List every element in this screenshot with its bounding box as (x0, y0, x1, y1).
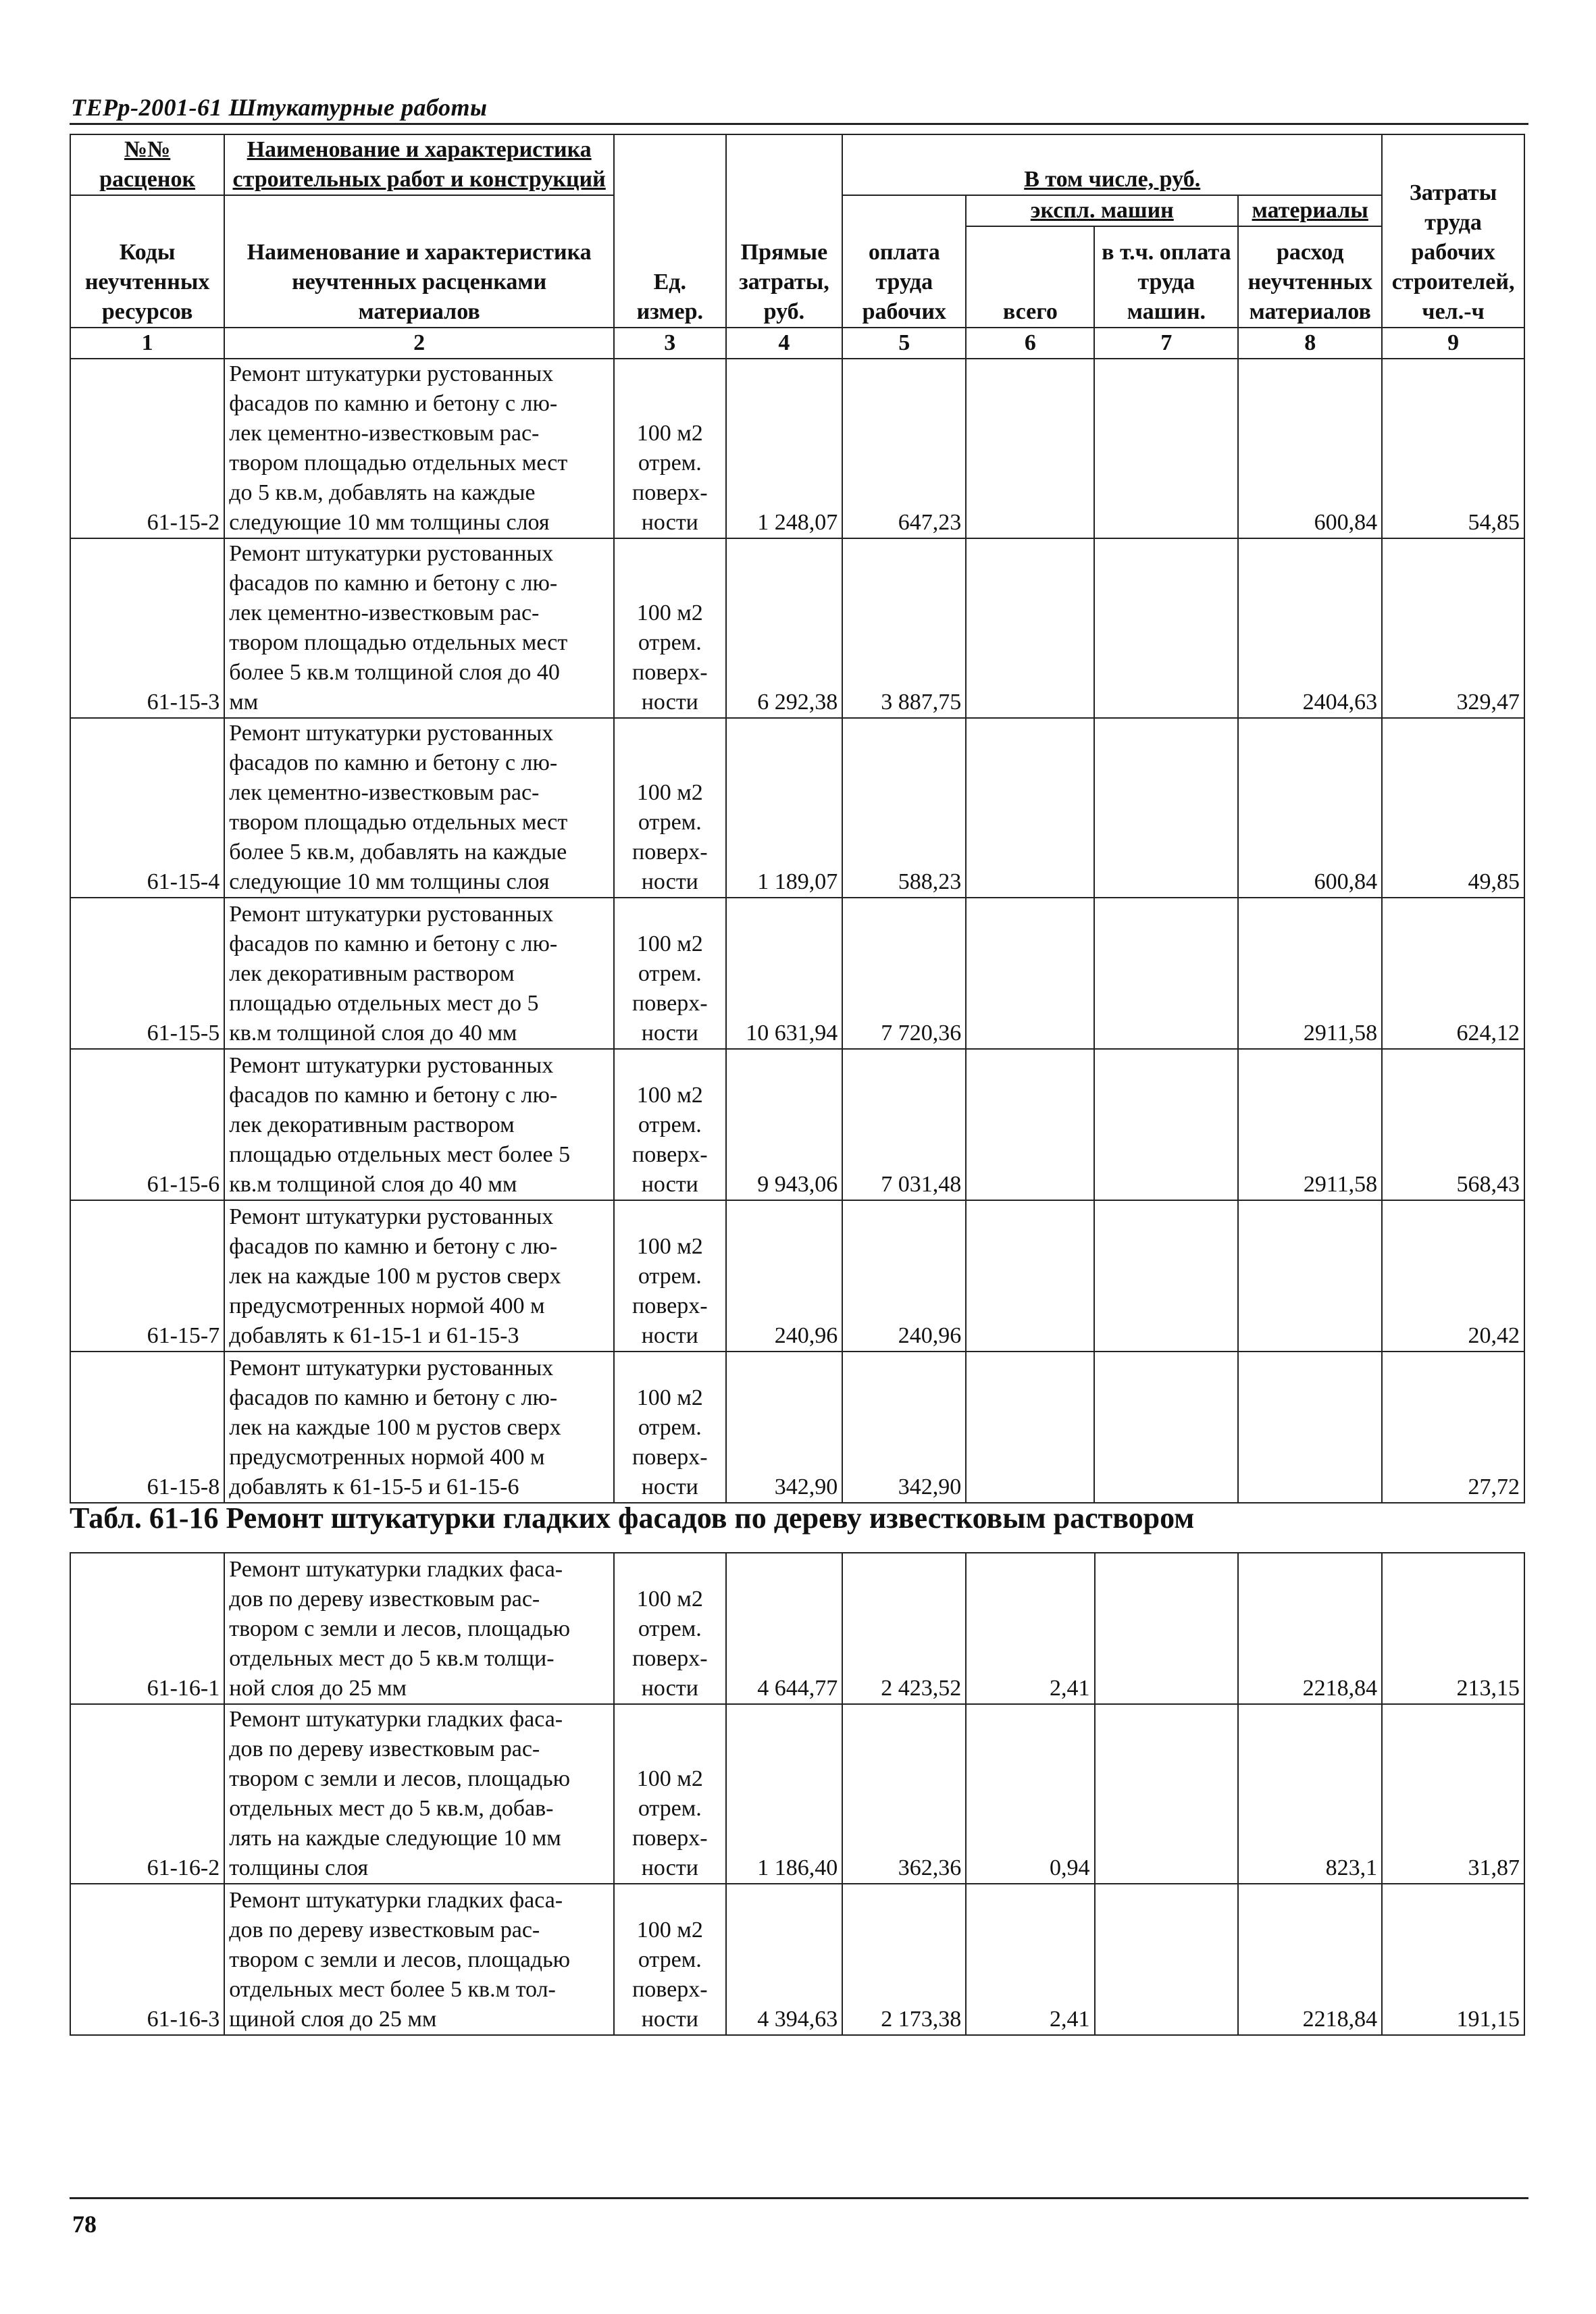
machines-total-value: 0,94 (966, 1704, 1094, 1884)
labor-pay-value: 362,36 (842, 1704, 966, 1884)
col-number: 5 (842, 328, 966, 359)
table-row (70, 898, 1524, 1049)
table-row (70, 1704, 1524, 1884)
unit-of-measure: 100 м2 отрем. поверх- ности (614, 359, 726, 538)
header-rate-number: №№ расценок (70, 134, 224, 195)
rate-code: 61-15-5 (70, 898, 224, 1049)
table-row (70, 1553, 1524, 1704)
table-row (70, 538, 1524, 718)
page-number: 78 (72, 2211, 97, 2238)
rate-code: 61-15-2 (70, 359, 224, 538)
unit-of-measure: 100 м2 отрем. поверх- ности (614, 538, 726, 718)
materials-value: 2218,84 (1238, 1553, 1382, 1704)
work-description: Ремонт штукатурки рустованных фасадов по камню и бетону с лю- лек цементно-известковым рас- твором площадью отдельных мест более 5 кв.м, добавлять на каждые следующие 10 мм толщины слоя (224, 718, 614, 898)
machine-labor-value (1094, 1049, 1238, 1200)
rate-code: 61-16-2 (70, 1704, 224, 1884)
machines-total-value (966, 1049, 1094, 1200)
materials-value: 600,84 (1238, 359, 1382, 538)
direct-costs-value: 9 943,06 (726, 1049, 843, 1200)
rates-table-61-15 (70, 134, 1525, 1503)
rate-code: 61-15-4 (70, 718, 224, 898)
direct-costs-value: 240,96 (726, 1200, 843, 1352)
machines-total-value (966, 1200, 1094, 1352)
machine-labor-value (1095, 1553, 1239, 1704)
direct-costs-value: 6 292,38 (726, 538, 843, 718)
col-number: 1 (70, 328, 224, 359)
table-row (70, 1352, 1524, 1503)
direct-costs-value: 10 631,94 (726, 898, 843, 1049)
machine-labor-value (1094, 718, 1238, 898)
work-description: Ремонт штукатурки рустованных фасадов по камню и бетону с лю- лек на каждые 100 м рустов сверх предусмотренных нормой 400 м добавлять к 61-15-1 и 61-15-3 (224, 1200, 614, 1352)
labor-pay-value: 3 887,75 (842, 538, 966, 718)
unit-of-measure: 100 м2 отрем. поверх- ности (614, 1352, 726, 1503)
direct-costs-value: 342,90 (726, 1352, 843, 1503)
machines-total-value (966, 1352, 1094, 1503)
rates-table-61-16 (70, 1552, 1525, 2036)
work-description: Ремонт штукатурки рустованных фасадов по камню и бетону с лю- лек цементно-известковым рас- твором площадью отдельных мест более 5 кв.м толщиной слоя до 40 мм (224, 538, 614, 718)
header-labor-pay: оплата труда рабочих (842, 195, 966, 328)
rate-code: 61-15-8 (70, 1352, 224, 1503)
labor-hours-value: 213,15 (1382, 1553, 1524, 1704)
labor-hours-value: 329,47 (1382, 538, 1524, 718)
machines-total-value: 2,41 (966, 1553, 1094, 1704)
direct-costs-value: 1 189,07 (726, 718, 843, 898)
work-description: Ремонт штукатурки гладких фаса- дов по дереву известковым рас- твором с земли и лесов, площадью отдельных мест до 5 кв.м, добав- лять на каждые следующие 10 мм толщины слоя (224, 1704, 614, 1884)
header-material-name: Наименование и характеристика неучтенных расценками материалов (224, 195, 614, 328)
machines-total-value (966, 538, 1094, 718)
header-machine-labor: в т.ч. оплата труда машин. (1094, 226, 1238, 328)
labor-pay-value: 2 173,38 (842, 1884, 966, 2035)
materials-value: 2911,58 (1238, 1049, 1382, 1200)
unit-of-measure: 100 м2 отрем. поверх- ности (614, 1049, 726, 1200)
header-unaccounted-materials: расход неучтенных материалов (1238, 226, 1382, 328)
machines-total-value (966, 359, 1094, 538)
labor-hours-value: 624,12 (1382, 898, 1524, 1049)
header-work-name: Наименование и характеристика строительных работ и конструкций (224, 134, 614, 195)
direct-costs-value: 4 644,77 (726, 1553, 843, 1704)
header-direct-costs: Прямые затраты, руб. (726, 134, 843, 328)
rate-code: 61-15-7 (70, 1200, 224, 1352)
footer-rule (70, 2197, 1528, 2199)
machine-labor-value (1095, 1884, 1239, 2035)
materials-value: 2218,84 (1238, 1884, 1382, 2035)
col-number: 4 (726, 328, 843, 359)
unit-of-measure: 100 м2 отрем. поверх- ности (614, 898, 726, 1049)
work-description: Ремонт штукатурки рустованных фасадов по камню и бетону с лю- лек цементно-известковым рас- твором площадью отдельных мест до 5 кв.м, добавлять на каждые следующие 10 мм толщины слоя (224, 359, 614, 538)
materials-value (1238, 1200, 1382, 1352)
labor-pay-value: 240,96 (842, 1200, 966, 1352)
rate-code: 61-15-6 (70, 1049, 224, 1200)
col-number: 9 (1382, 328, 1524, 359)
machine-labor-value (1094, 898, 1238, 1049)
table-row (70, 1049, 1524, 1200)
col-number: 6 (966, 328, 1094, 359)
header-resource-codes: Коды неучтенных ресурсов (70, 195, 224, 328)
machines-total-value (966, 898, 1094, 1049)
table-61-16-title: Табл. 61-16 Ремонт штукатурки гладких фасадов по дереву известковым раствором (70, 1501, 1195, 1535)
labor-hours-value: 27,72 (1382, 1352, 1524, 1503)
direct-costs-value: 4 394,63 (726, 1884, 843, 2035)
labor-hours-value: 20,42 (1382, 1200, 1524, 1352)
col-number: 3 (614, 328, 726, 359)
col-number: 8 (1238, 328, 1382, 359)
table-row (70, 718, 1524, 898)
machines-total-value (966, 718, 1094, 898)
col-number: 7 (1094, 328, 1238, 359)
header-including-group: В том числе, руб. (842, 134, 1382, 195)
labor-hours-value: 568,43 (1382, 1049, 1524, 1200)
table-row (70, 359, 1524, 538)
machines-total-value: 2,41 (966, 1884, 1094, 2035)
rate-code: 61-16-1 (70, 1553, 224, 1704)
materials-value: 823,1 (1238, 1704, 1382, 1884)
header-labor-hours: Затраты труда рабочих строителей, чел.-ч (1382, 134, 1524, 328)
machine-labor-value (1094, 538, 1238, 718)
direct-costs-value: 1 186,40 (726, 1704, 843, 1884)
machine-labor-value (1094, 1352, 1238, 1503)
materials-value (1238, 1352, 1382, 1503)
labor-pay-value: 588,23 (842, 718, 966, 898)
work-description: Ремонт штукатурки рустованных фасадов по камню и бетону с лю- лек декоративным раствором площадью отдельных мест более 5 кв.м толщиной слоя до 40 мм (224, 1049, 614, 1200)
labor-pay-value: 647,23 (842, 359, 966, 538)
unit-of-measure: 100 м2 отрем. поверх- ности (614, 1884, 726, 2035)
unit-of-measure: 100 м2 отрем. поверх- ности (614, 1553, 726, 1704)
rate-code: 61-16-3 (70, 1884, 224, 2035)
col-number: 2 (224, 328, 614, 359)
labor-hours-value: 54,85 (1382, 359, 1524, 538)
direct-costs-value: 1 248,07 (726, 359, 843, 538)
labor-hours-value: 31,87 (1382, 1704, 1524, 1884)
machine-labor-value (1094, 359, 1238, 538)
header-materials-group: материалы (1238, 195, 1382, 226)
labor-pay-value: 7 031,48 (842, 1049, 966, 1200)
work-description: Ремонт штукатурки рустованных фасадов по камню и бетону с лю- лек на каждые 100 м рустов сверх предусмотренных нормой 400 м добавлять к 61-15-5 и 61-15-6 (224, 1352, 614, 1503)
page-header-title: ТЕРр-2001-61 Штукатурные работы (71, 94, 488, 121)
labor-hours-value: 191,15 (1382, 1884, 1524, 2035)
labor-pay-value: 342,90 (842, 1352, 966, 1503)
machine-labor-value (1095, 1704, 1239, 1884)
work-description: Ремонт штукатурки гладких фаса- дов по дереву известковым рас- твором с земли и лесов, площадью отдельных мест до 5 кв.м толщи- ной слоя до 25 мм (224, 1553, 614, 1704)
unit-of-measure: 100 м2 отрем. поверх- ности (614, 718, 726, 898)
table-row (70, 1200, 1524, 1352)
work-description: Ремонт штукатурки рустованных фасадов по камню и бетону с лю- лек декоративным раствором площадью отдельных мест до 5 кв.м толщиной слоя до 40 мм (224, 898, 614, 1049)
header-machines-group: экспл. машин (966, 195, 1238, 226)
unit-of-measure: 100 м2 отрем. поверх- ности (614, 1704, 726, 1884)
unit-of-measure: 100 м2 отрем. поверх- ности (614, 1200, 726, 1352)
header-machines-total: всего (966, 226, 1094, 328)
labor-pay-value: 2 423,52 (842, 1553, 966, 1704)
rate-code: 61-15-3 (70, 538, 224, 718)
labor-hours-value: 49,85 (1382, 718, 1524, 898)
materials-value: 2911,58 (1238, 898, 1382, 1049)
header-rule (70, 123, 1528, 125)
machine-labor-value (1094, 1200, 1238, 1352)
labor-pay-value: 7 720,36 (842, 898, 966, 1049)
header-unit: Ед. измер. (614, 134, 726, 328)
materials-value: 600,84 (1238, 718, 1382, 898)
materials-value: 2404,63 (1238, 538, 1382, 718)
work-description: Ремонт штукатурки гладких фаса- дов по дереву известковым рас- твором с земли и лесов, площадью отдельных мест более 5 кв.м тол- щиной слоя до 25 мм (224, 1884, 614, 2035)
table-row (70, 1884, 1524, 2035)
